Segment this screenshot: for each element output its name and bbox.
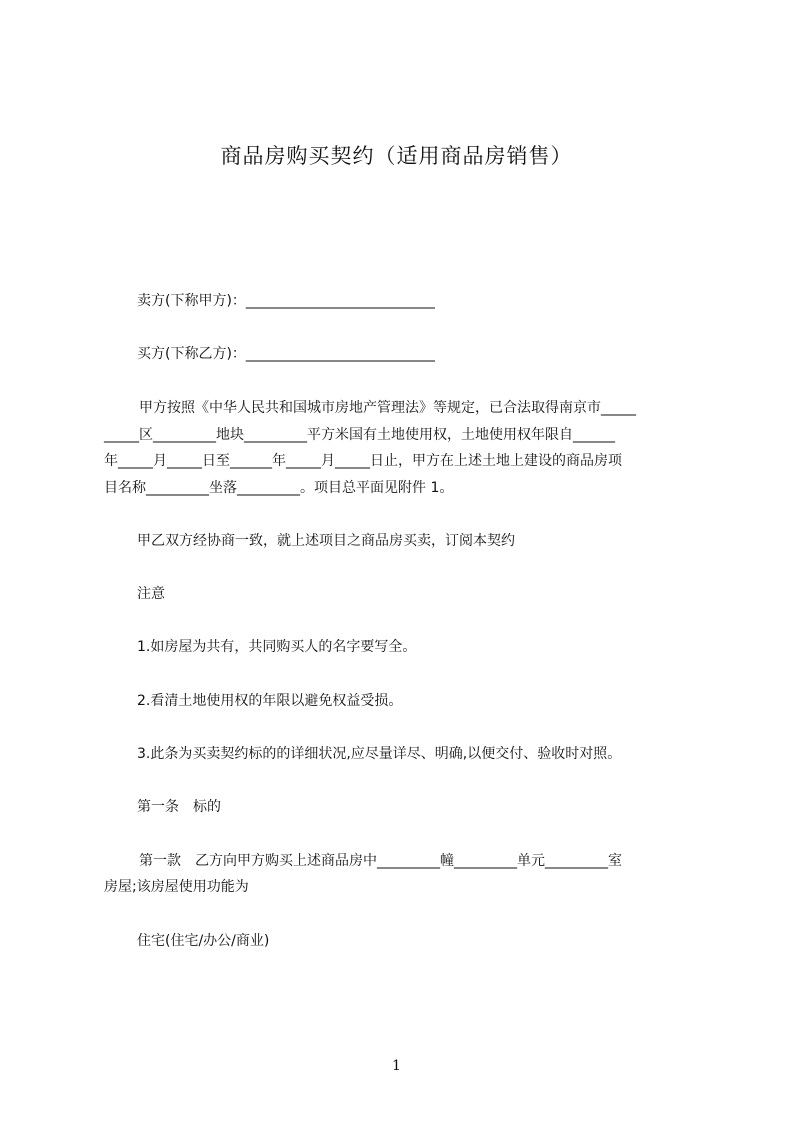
- paragraph-line: 目名称_________坐落_________。项目总平面见附件 1。: [104, 480, 454, 496]
- paragraph-line: 年_____月_____日至______年_____月_____日止，甲方在上述土地上建设的商品房项: [104, 453, 622, 469]
- usage-line: 住宅(住宅/办公/商业): [137, 933, 270, 949]
- article-heading: 第一条 标的: [137, 799, 221, 815]
- note-item: 2.看清土地使用权的年限以避免权益受损。: [137, 693, 403, 709]
- paragraph-line: _____区_________地块_________平方米国有土地使用权，土地使用权年限自______: [104, 427, 615, 443]
- paragraph-agreement: 甲乙双方经协商一致，就上述项目之商品房买卖，订阅本契约: [137, 533, 515, 549]
- buyer-line: 买方(下称乙方)：___________________________: [137, 346, 435, 362]
- page-number: 1: [392, 1058, 401, 1074]
- note-item: 3.此条为买卖契约标的的详细状况,应尽量详尽、明确,以便交付、验收时对照。: [137, 746, 622, 762]
- paragraph-line: 甲方按照《中华人民共和国城市房地产管理法》等规定，已合法取得南京市_____: [139, 400, 636, 416]
- note-item: 1.如房屋为共有，共同购买人的名字要写全。: [137, 639, 417, 655]
- clause-line: 第一款 乙方向甲方购买上述商品房中_________幢_________单元_________室: [139, 853, 622, 869]
- seller-line: 卖方(下称甲方)：___________________________: [137, 293, 435, 309]
- notice-heading: 注意: [137, 586, 165, 602]
- document-title: 商品房购买契约（适用商品房销售）: [220, 144, 573, 168]
- clause-line: 房屋;该房屋使用功能为: [104, 879, 249, 895]
